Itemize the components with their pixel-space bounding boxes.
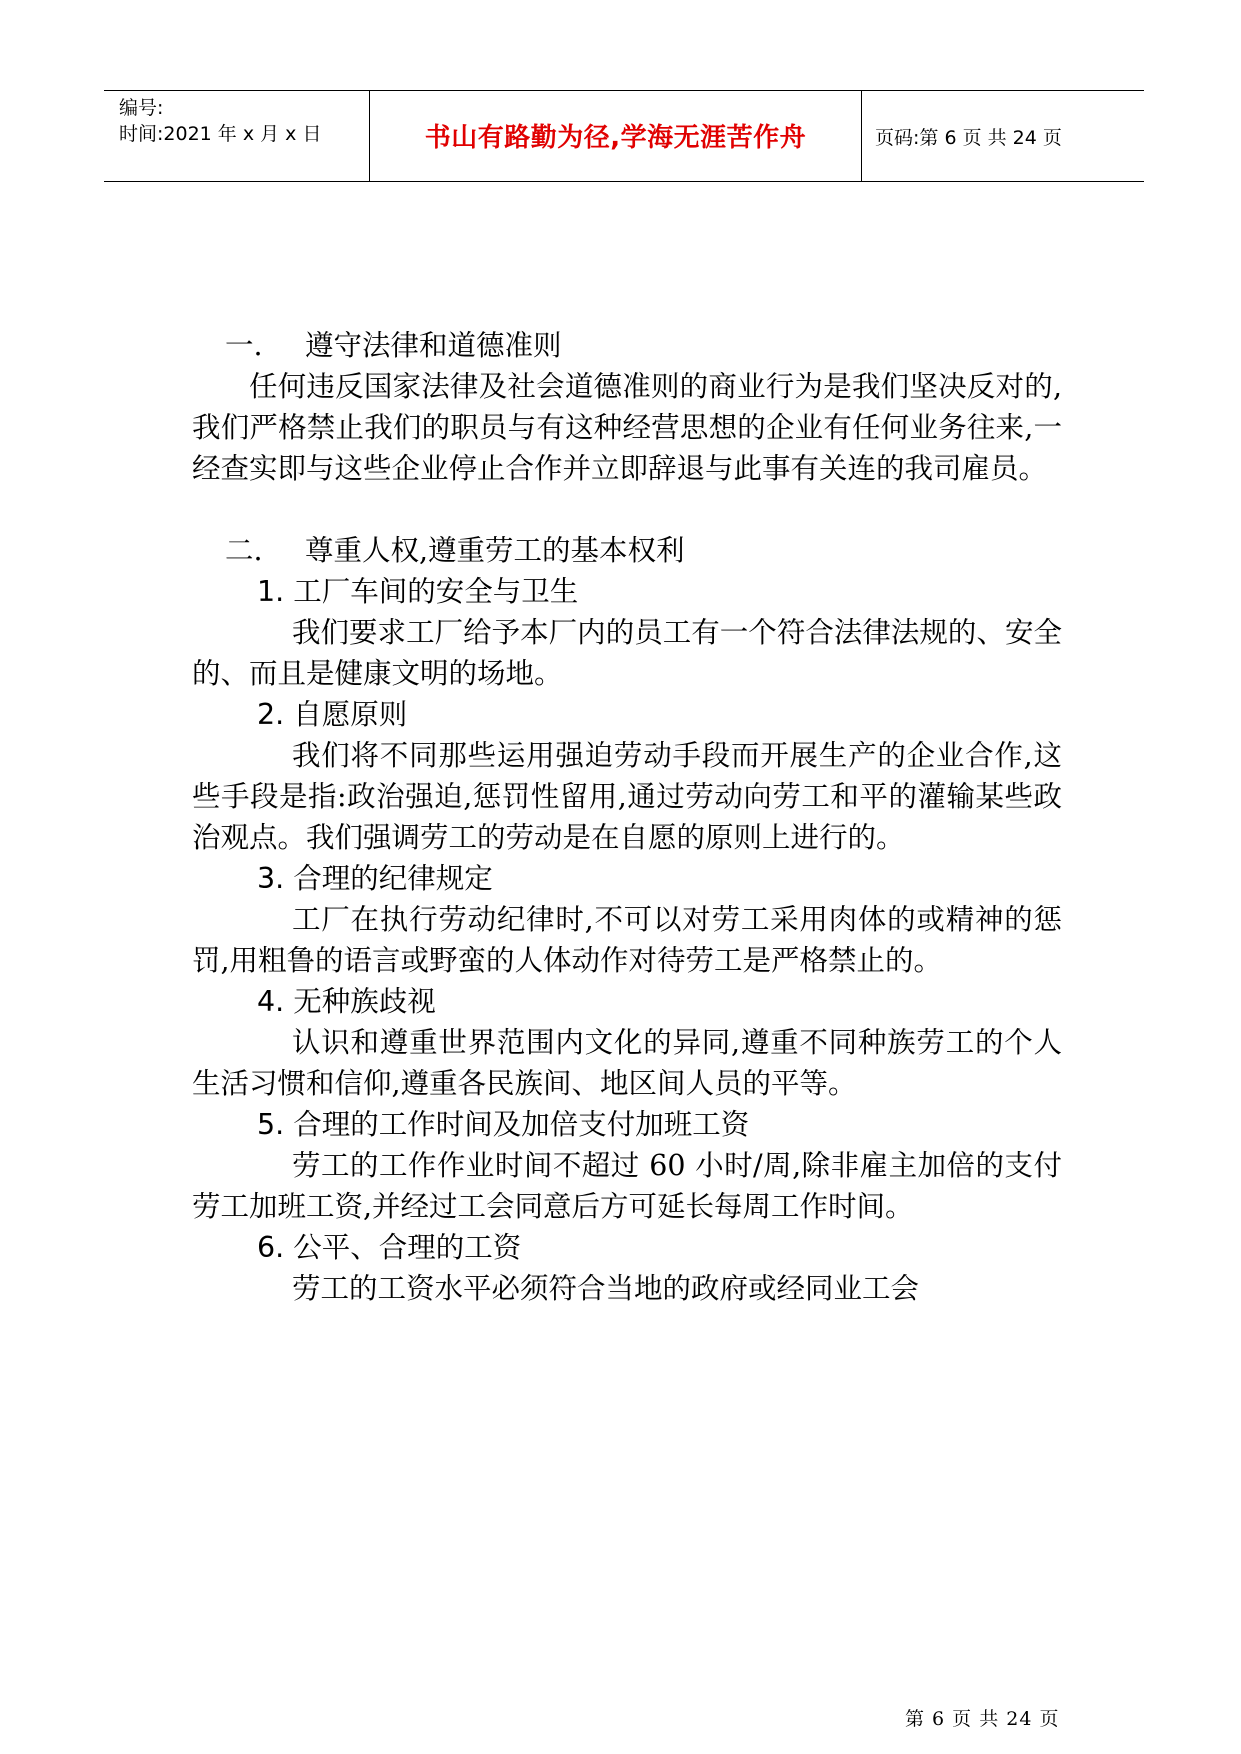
document-body [192,325,1062,1309]
subsection-paragraph: 我们将不同那些运用强迫劳动手段而开展生产的企业合作,这些手段是指:政治强迫,惩罚性留用,通过劳动向劳工和平的灌输某些政治观点。我们强调劳工的劳动是在自愿的原则上进行的。 [192,739,1062,854]
header-page-label: 页码:第 6 页 共 24 页 [875,126,1062,149]
section-number: 二. [225,534,263,567]
subsection-heading [192,571,1062,612]
section-title: 遵守法律和道德准则 [305,329,562,362]
document-header [104,90,1144,182]
subsection-number: 3. [257,862,285,895]
subsection-heading [192,1227,1062,1268]
section-heading [192,530,1062,571]
document-number-label: 编号: [119,97,164,119]
section-title: 尊重人权,遵重劳工的基本权利 [305,534,685,567]
page-footer: 第 6 页 共 24 页 [905,1708,1060,1730]
subsection-heading [192,981,1062,1022]
header-page-cell [862,91,1144,181]
header-motto: 书山有路勤为径,学海无涯苦作舟 [424,122,807,153]
subsection-number: 2. [257,698,285,731]
section-number: 一. [225,329,263,362]
subsection-paragraph: 工厂在执行劳动纪律时,不可以对劳工采用肉体的或精神的惩罚,用粗鲁的语言或野蛮的人体动作对待劳工是严格禁止的。 [192,903,1062,977]
subsection-paragraph: 劳工的工资水平必须符合当地的政府或经同业工会 [292,1272,920,1305]
section-paragraph: 任何违反国家法律及社会道德准则的商业行为是我们坚决反对的,我们严格禁止我们的职员与有这种经营思想的企业有任何业务往来,一经查实即与这些企业停止合作并立即辞退与此事有关连的我司雇员。 [192,370,1062,485]
subsection-title: 合理的工作时间及加倍支付加班工资 [293,1108,750,1141]
subsection-paragraph: 我们要求工厂给予本厂内的员工有一个符合法律法规的、安全的、而且是健康文明的场地。 [192,616,1062,690]
subsection-number: 1. [257,575,285,608]
subsection-number: 4. [257,985,285,1018]
subsection-paragraph: 劳工的工作作业时间不超过 60 小时/周,除非雇主加倍的支付劳工加班工资,并经过工会同意后方可延长每周工作时间。 [192,1149,1062,1223]
subsection-title: 无种族歧视 [293,985,436,1018]
section-heading [192,325,1062,366]
subsection-heading [192,694,1062,735]
subsection-heading [192,1104,1062,1145]
subsection-paragraph: 认识和遵重世界范围内文化的异同,遵重不同种族劳工的个人生活习惯和信仰,遵重各民族间、地区间人员的平等。 [192,1026,1062,1100]
subsection-title: 公平、合理的工资 [293,1231,522,1264]
document-time-label: 时间:2021 年 x 月 x 日 [119,123,322,145]
subsection-title: 合理的纪律规定 [293,862,493,895]
subsection-heading [192,858,1062,899]
subsection-number: 6. [257,1231,285,1264]
subsection-number: 5. [257,1108,285,1141]
subsection-title: 工厂车间的安全与卫生 [293,575,579,608]
header-motto-cell [370,91,862,181]
subsection-title: 自愿原则 [293,698,408,731]
header-meta-cell [104,91,370,181]
section-gap [192,489,1062,530]
